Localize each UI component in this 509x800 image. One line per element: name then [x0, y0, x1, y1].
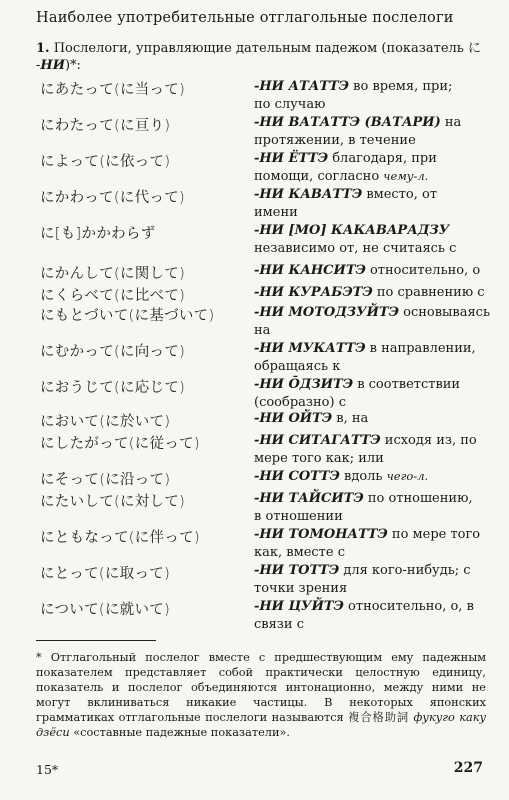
entry-translation [254, 284, 494, 302]
entry-romanization: -НИ ЁТТЭ [254, 151, 329, 166]
entry-romanization: -НИ ТОТТЭ [254, 563, 340, 578]
entry-translation [254, 376, 494, 411]
entry-note: чего-л. [386, 469, 429, 483]
entry-romanization: -НИ СИТАГАТТЭ [254, 433, 381, 448]
entry-meaning-line: на [444, 115, 462, 130]
entry-translation [254, 490, 494, 525]
page-number: 227 [453, 760, 483, 776]
entry-japanese: にわたって(に亘り) [40, 118, 171, 134]
signature-mark: 15* [36, 762, 59, 777]
entry-translation [254, 186, 494, 221]
entry-translation [254, 304, 494, 339]
entry-meaning-line: во время, при; [353, 79, 453, 94]
entry-meaning-line: имени [254, 204, 298, 220]
entry-japanese: にくらべて(に比べて) [40, 288, 186, 304]
entry-japanese: にかんして(に関して) [40, 266, 186, 282]
entry-meaning-line: (сообразно) с [254, 394, 346, 410]
entry-japanese: にむかって(に向って) [40, 344, 186, 360]
intro-tail: )*: [64, 58, 81, 73]
entry-japanese: について(に就いて) [40, 602, 171, 618]
entry-translation [254, 598, 494, 633]
entry-meaning-line: в отношении [254, 508, 343, 524]
entry-romanization: -НИ КАВАТТЭ [254, 187, 363, 202]
entry-romanization: -НИ МУКАТТЭ [254, 341, 366, 356]
entry-translation [254, 150, 494, 185]
entry-translation [254, 222, 494, 257]
footnote [36, 650, 486, 740]
entry-translation [254, 562, 494, 597]
entry-meaning-line: в направлении, [369, 341, 476, 356]
entry-translation [254, 526, 494, 561]
entry-japanese: にもとづいて(に基づいて) [40, 308, 215, 324]
case-marker-jp: に [468, 41, 482, 56]
entry-meaning-line: мере того как; или [254, 450, 384, 466]
entry-translation [254, 262, 494, 280]
entry-romanization: -НИ КУРАБЭТЭ [254, 285, 373, 300]
page-title: Наиболее употребительные отглагольные послелоги [36, 10, 454, 26]
entry-translation [254, 78, 494, 113]
entry-meaning-line: по отношению, [367, 491, 473, 506]
entry-meaning-line: вместо, от [366, 187, 438, 202]
section-number: 1. [36, 41, 50, 56]
entry-translation [254, 410, 494, 428]
entry-meaning-line: по мере того [391, 527, 481, 542]
entry-japanese: にあたって(に当って) [40, 82, 186, 98]
entry-meaning-line: как, вместе с [254, 544, 345, 560]
entry-meaning-line: по случаю [254, 96, 326, 112]
entry-meaning-line: по сравнению с [376, 285, 485, 300]
entry-translation [254, 468, 494, 486]
case-marker-sep: - [36, 58, 41, 73]
entry-japanese: にとって(に取って) [40, 566, 171, 582]
entry-translation [254, 114, 494, 149]
footnote-term-rom: фукуго каку дзёси [36, 711, 487, 739]
footnote-rule [36, 640, 156, 641]
entry-romanization: -НИ АТАТТЭ [254, 79, 350, 94]
entry-romanization: -НИ СОТТЭ [254, 469, 340, 484]
entry-japanese: によって(に依って) [40, 154, 171, 170]
entry-japanese: にたいして(に対して) [40, 494, 186, 510]
entry-meaning-line: основываясь [403, 305, 491, 320]
entry-meaning-line: независимо от, не считаясь с [254, 240, 457, 256]
entry-japanese: におうじて(に応じて) [40, 380, 186, 396]
entry-meaning-line: благодаря, при [332, 151, 437, 166]
entry-japanese: に[も]かかわらず [40, 226, 156, 242]
entry-romanization: -НИ ЦУЙТЭ [254, 599, 344, 614]
entry-meaning-line: обращаясь к [254, 358, 341, 374]
entry-meaning-line: относительно, о, в [348, 599, 474, 614]
footnote-term-gloss: «составные падежные показатели». [73, 726, 290, 739]
entry-japanese: において(に於いて) [40, 414, 171, 430]
entry-meaning-line: в соответствии [357, 377, 461, 392]
entry-meaning-line: точки зрения [254, 580, 348, 596]
section-heading: Послелоги, управляющие дательным падежом (показатель [53, 41, 464, 56]
entry-meaning-line: вдоль [344, 469, 383, 484]
entry-japanese: にしたがって(に従って) [40, 436, 200, 452]
entry-note: чему-л. [383, 168, 429, 183]
entry-romanization: -НИ ŌДЗИТЭ [254, 377, 354, 392]
entry-meaning-line: относительно, о [369, 263, 481, 278]
entry-japanese: にかわって(に代って) [40, 190, 185, 206]
entry-japanese: にともなって(に伴って) [40, 530, 200, 546]
entry-meaning-line: на [254, 322, 271, 338]
entry-romanization: -НИ ОЙТЭ [254, 411, 333, 426]
entry-meaning-line: связи с [254, 616, 304, 632]
section-intro [36, 40, 486, 74]
footnote-text: * Отглагольный послелог вместе с предшествующим ему падежным показателем представляет собой практически целостную единицу, показатель и послелог объединяются интонационно, между ними не могут вклиниваться никакие частицы. В некоторых японских грамматиках отглагольные послелоги называются [36, 651, 486, 724]
entry-meaning-line: помощи, согласно [254, 168, 380, 184]
entry-romanization: -НИ ТОМОНАТТЭ [254, 527, 388, 542]
entry-translation [254, 340, 494, 375]
entry-meaning-line: для кого-нибудь; с [343, 563, 471, 578]
entry-romanization: -НИ [МО] КАКАВАРАДЗУ [254, 223, 450, 238]
entry-meaning-line: протяжении, в течение [254, 132, 416, 148]
entry-meaning-line: исходя из, по [384, 433, 477, 448]
entry-japanese: にそって(に沿って) [40, 472, 171, 488]
entry-romanization: -НИ ТАЙСИТЭ [254, 491, 364, 506]
entry-romanization: -НИ ВАТАТТЭ (ВАТАРИ) [254, 115, 441, 130]
entry-translation [254, 432, 494, 467]
entry-romanization: -НИ КАНСИТЭ [254, 263, 366, 278]
footnote-term-jp: 複合格助詞 [348, 711, 410, 724]
entry-romanization: -НИ МОТОДЗУЙТЭ [254, 305, 399, 320]
case-marker-rom: НИ [40, 58, 65, 73]
entry-meaning-line: в, на [336, 411, 369, 426]
